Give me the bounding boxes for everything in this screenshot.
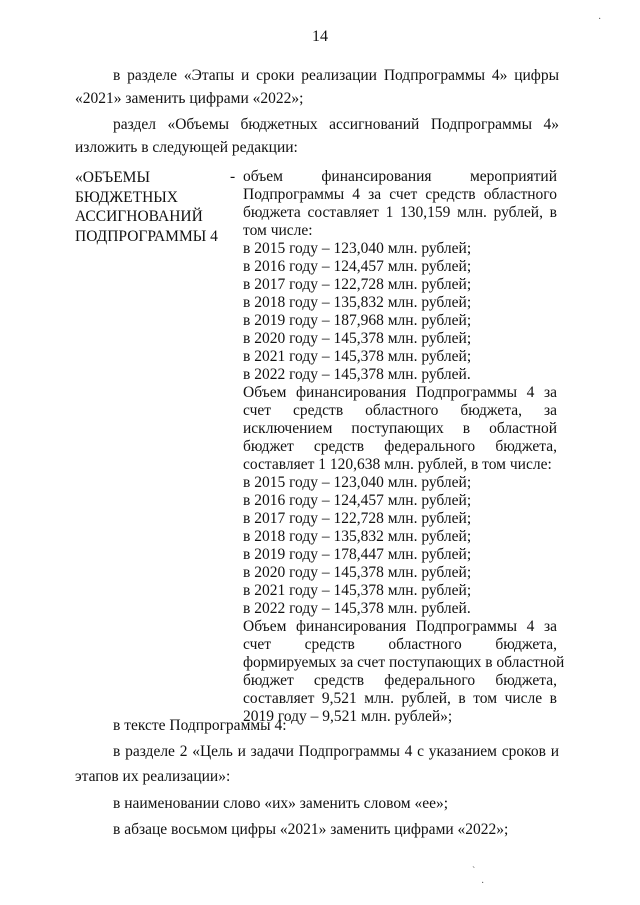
intro-line-1: в разделе «Этапы и сроки реализации Подпрограммы 4» цифры — [113, 67, 559, 84]
section-label-line: «ОБЪЕМЫ — [75, 169, 150, 186]
body-line: в 2018 году – 135,832 млн. рублей; — [243, 294, 472, 311]
outro-line-4: в наименовании слово «их» заменить словом «ее»; — [113, 795, 449, 812]
body-line: бюджета составляет 1 130,159 млн. рублей, в — [243, 204, 557, 221]
outro-line-3: этапов их реализации»: — [75, 768, 231, 785]
scan-speck: · — [598, 14, 602, 25]
body-line: Подпрограммы 4 за счет средств областного — [243, 186, 557, 203]
body-line: в 2021 году – 145,378 млн. рублей; — [243, 348, 472, 365]
outro-line-5: в абзаце восьмом цифры «2021» заменить цифрами «2022»; — [113, 821, 509, 838]
outro-line-2: в разделе 2 «Цель и задачи Подпрограммы 4 с указанием сроков и — [113, 743, 559, 760]
body-line: составляет 1 120,638 млн. рублей, в том числе: — [243, 456, 552, 473]
section-label — [75, 168, 225, 246]
section-body — [243, 168, 565, 726]
body-line: в 2020 году – 145,378 млн. рублей; — [243, 564, 472, 581]
intro-line-4: изложить в следующей редакции: — [75, 139, 298, 156]
body-line: Объем финансирования Подпрограммы 4 за — [243, 618, 557, 635]
body-line: исключением поступающих в областной — [243, 420, 557, 437]
outro-line-1: в тексте Подпрограммы 4: — [113, 717, 287, 734]
page-number: 14 — [312, 28, 328, 45]
body-line: бюджет средств федерального бюджета, — [243, 672, 557, 689]
body-line: в 2015 году – 123,040 млн. рублей; — [243, 474, 472, 491]
section-dash: - — [230, 168, 236, 185]
body-line: объем финансирования мероприятий — [243, 168, 557, 185]
section-label-line: АССИГНОВАНИЙ — [75, 208, 203, 225]
body-line: в 2016 году – 124,457 млн. рублей; — [243, 258, 472, 275]
body-line: бюджет средств федерального бюджета, — [243, 438, 557, 455]
scan-speck: ` — [472, 866, 476, 877]
body-line: в 2019 году – 187,968 млн. рублей; — [243, 312, 472, 329]
body-line: в 2017 году – 122,728 млн. рублей; — [243, 510, 472, 527]
body-line: 2019 году – 9,521 млн. рублей»; — [243, 708, 453, 725]
scan-speck: · — [481, 878, 485, 889]
body-line: счет средств областного бюджета, — [243, 636, 557, 653]
body-line: счет средств областного бюджета, за — [243, 402, 557, 419]
body-line: в 2017 году – 122,728 млн. рублей; — [243, 276, 472, 293]
body-line: формируемых за счет поступающих в областной — [243, 654, 565, 671]
intro-line-2: «2021» заменить цифрами «2022»; — [75, 90, 304, 107]
body-line: в 2021 году – 145,378 млн. рублей; — [243, 582, 472, 599]
intro-line-3: раздел «Объемы бюджетных ассигнований Подпрограммы 4» — [113, 116, 559, 133]
body-line: в 2019 году – 178,447 млн. рублей; — [243, 546, 472, 563]
section-label-line: БЮДЖЕТНЫХ — [75, 188, 178, 206]
body-line: том числе: — [243, 222, 313, 239]
body-line: Объем финансирования Подпрограммы 4 за — [243, 384, 557, 401]
body-line: составляет 9,521 млн. рублей, в том числе в — [243, 690, 557, 707]
body-line: в 2016 году – 124,457 млн. рублей; — [243, 492, 472, 509]
body-line: в 2018 году – 135,832 млн. рублей; — [243, 528, 472, 545]
body-line: в 2022 году – 145,378 млн. рублей. — [243, 600, 471, 617]
body-line: в 2015 году – 123,040 млн. рублей; — [243, 240, 472, 257]
body-line: в 2020 году – 145,378 млн. рублей; — [243, 330, 472, 347]
body-line: в 2022 году – 145,378 млн. рублей. — [243, 366, 471, 383]
section-label-line: ПОДПРОГРАММЫ 4 — [75, 227, 218, 245]
